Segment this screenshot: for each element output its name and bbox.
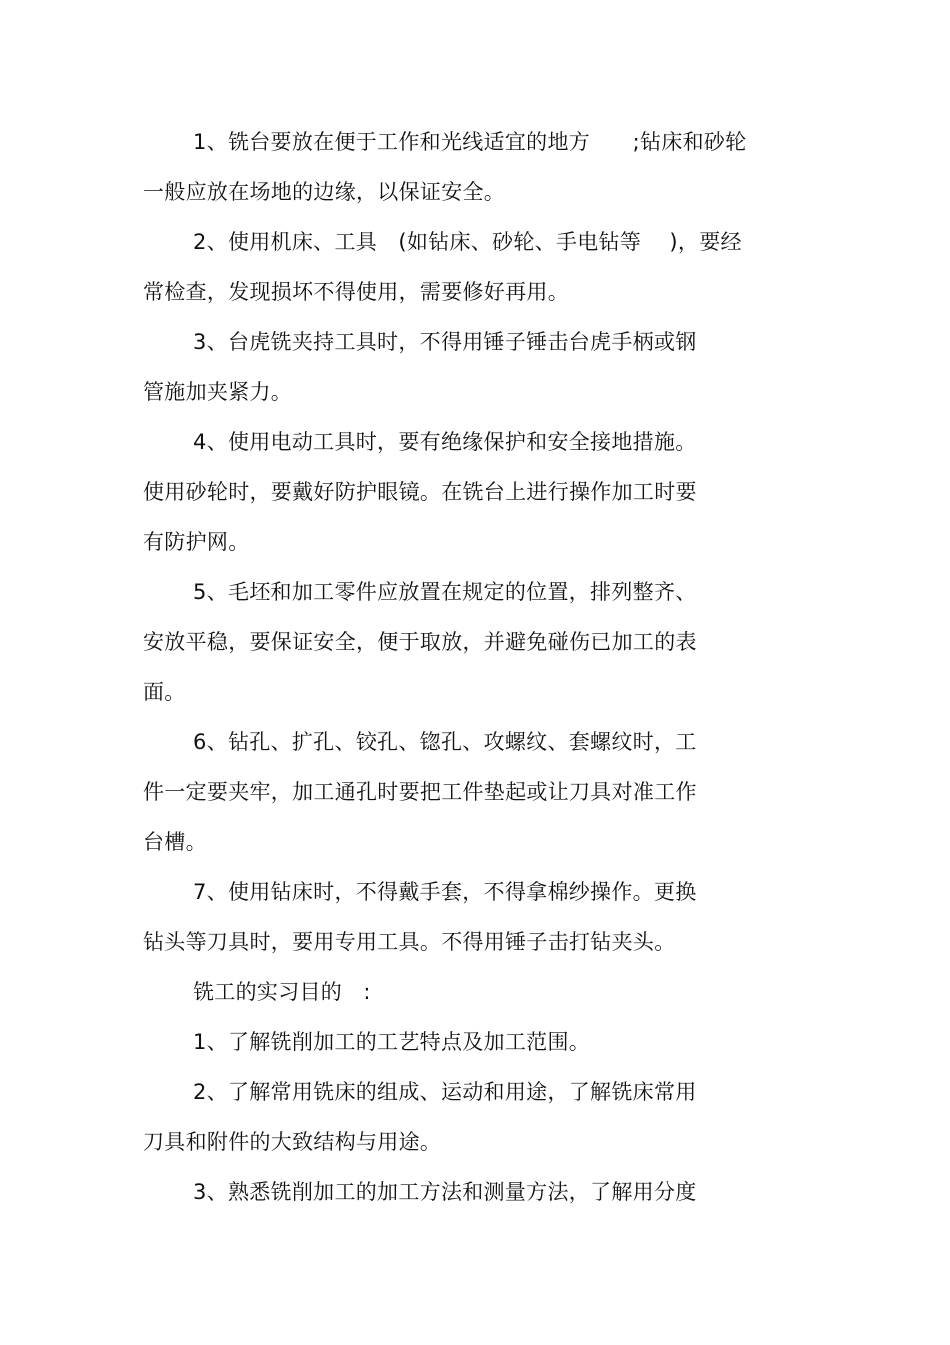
rule-1-line-1: 1、铣台要放在便于工作和光线适宜的地方 ;钻床和砂轮 bbox=[193, 130, 747, 154]
rule-2-line-2: 常检查，发现损坏不得使用，需要修好再用。 bbox=[143, 280, 569, 304]
goal-2-line-2: 刀具和附件的大致结构与用途。 bbox=[143, 1130, 442, 1154]
rule-4-line-1: 4、使用电动工具时，要有绝缘保护和安全接地措施。 bbox=[193, 430, 697, 454]
goal-3-line-1: 3、熟悉铣削加工的加工方法和测量方法，了解用分度 bbox=[193, 1180, 697, 1204]
rule-6-line-2: 件一定要夹牢，加工通孔时要把工件垫起或让刀具对准工作 bbox=[143, 780, 697, 804]
rule-4-line-2: 使用砂轮时，要戴好防护眼镜。在铣台上进行操作加工时要 bbox=[143, 480, 697, 504]
section-heading: 铣工的实习目的 : bbox=[193, 980, 371, 1004]
rule-6-line-3: 台槽。 bbox=[143, 830, 207, 854]
rule-5-line-2: 安放平稳，要保证安全，便于取放，并避免碰伤已加工的表 bbox=[143, 630, 697, 654]
rule-5-line-3: 面。 bbox=[143, 680, 186, 704]
rule-2-line-1: 2、使用机床、工具 (如钻床、砂轮、手电钻等 )，要经 bbox=[193, 230, 742, 254]
rule-3-line-1: 3、台虎铣夹持工具时，不得用锤子锤击台虎手柄或钢 bbox=[193, 330, 697, 354]
goal-2-line-1: 2、了解常用铣床的组成、运动和用途，了解铣床常用 bbox=[193, 1080, 697, 1104]
rule-6-line-1: 6、钻孔、扩孔、铰孔、锪孔、攻螺纹、套螺纹时，工 bbox=[193, 730, 697, 754]
rule-7-line-2: 钻头等刀具时，要用专用工具。不得用锤子击打钻夹头。 bbox=[143, 930, 676, 954]
rule-3-line-2: 管施加夹紧力。 bbox=[143, 380, 293, 404]
goal-1-line-1: 1、了解铣削加工的工艺特点及加工范围。 bbox=[193, 1030, 591, 1054]
rule-4-line-3: 有防护网。 bbox=[143, 530, 250, 554]
rule-5-line-1: 5、毛坯和加工零件应放置在规定的位置，排列整齐、 bbox=[193, 580, 697, 604]
rule-7-line-1: 7、使用钻床时，不得戴手套，不得拿棉纱操作。更换 bbox=[193, 880, 697, 904]
rule-1-line-2: 一般应放在场地的边缘，以保证安全。 bbox=[143, 180, 506, 204]
